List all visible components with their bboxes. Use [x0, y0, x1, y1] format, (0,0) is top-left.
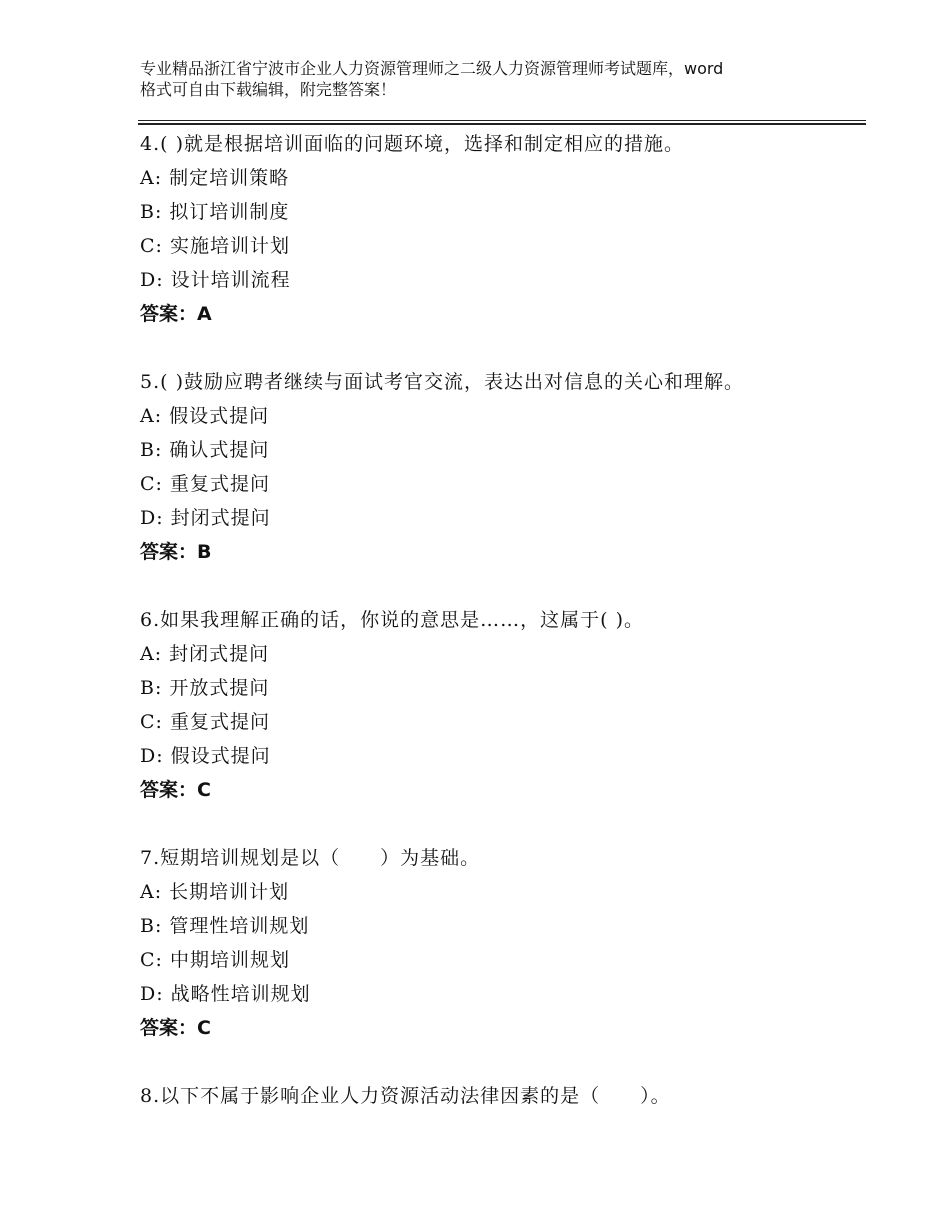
option-d: D: 设计培训流程: [140, 269, 291, 291]
question-stem: 4.( )就是根据培训面临的问题环境，选择和制定相应的措施。: [140, 133, 684, 155]
question-spacer: [140, 569, 860, 603]
option-c: C: 中期培训规划: [140, 949, 290, 971]
answer-line: 答案：B: [140, 541, 212, 563]
question-6: [140, 603, 860, 841]
header-title-line-2: 格式可自由下载编辑，附完整答案！: [140, 80, 397, 99]
question-list: [140, 127, 860, 1113]
answer-line: 答案：C: [140, 1017, 211, 1039]
question-stem: 6.如果我理解正确的话，你说的意思是……，这属于( )。: [140, 609, 644, 631]
header-divider: [138, 120, 866, 125]
header-divider-thin: [138, 120, 866, 121]
question-spacer: [140, 331, 860, 365]
option-b: B: 开放式提问: [140, 677, 270, 699]
option-a: A: 长期培训计划: [140, 881, 290, 903]
question-stem: 7.短期培训规划是以（ ）为基础。: [140, 847, 481, 869]
option-d: D: 战略性培训规划: [140, 983, 311, 1005]
option-d: D: 封闭式提问: [140, 507, 271, 529]
option-c: C: 重复式提问: [140, 711, 270, 733]
question-4: [140, 127, 860, 365]
option-a: A: 封闭式提问: [140, 643, 270, 665]
option-a: A: 制定培训策略: [140, 167, 290, 189]
question-stem: 5.( )鼓励应聘者继续与面试考官交流，表达出对信息的关心和理解。: [140, 371, 744, 393]
question-spacer: [140, 1045, 860, 1079]
question-spacer: [140, 807, 860, 841]
option-c: C: 实施培训计划: [140, 235, 290, 257]
document-header: [140, 58, 830, 100]
answer-line: 答案：A: [140, 303, 212, 325]
header-divider-thick: [138, 123, 866, 125]
question-7: [140, 841, 860, 1079]
option-c: C: 重复式提问: [140, 473, 270, 495]
question-5: [140, 365, 860, 603]
option-b: B: 拟订培训制度: [140, 201, 290, 223]
option-b: B: 确认式提问: [140, 439, 270, 461]
header-title-line-1: 专业精品浙江省宁波市企业人力资源管理师之二级人力资源管理师考试题库，word: [140, 59, 724, 78]
question-8: [140, 1079, 860, 1113]
option-a: A: 假设式提问: [140, 405, 270, 427]
question-stem: 8.以下不属于影响企业人力资源活动法律因素的是（ ）。: [140, 1085, 671, 1107]
answer-line: 答案：C: [140, 779, 211, 801]
option-b: B: 管理性培训规划: [140, 915, 310, 937]
option-d: D: 假设式提问: [140, 745, 271, 767]
